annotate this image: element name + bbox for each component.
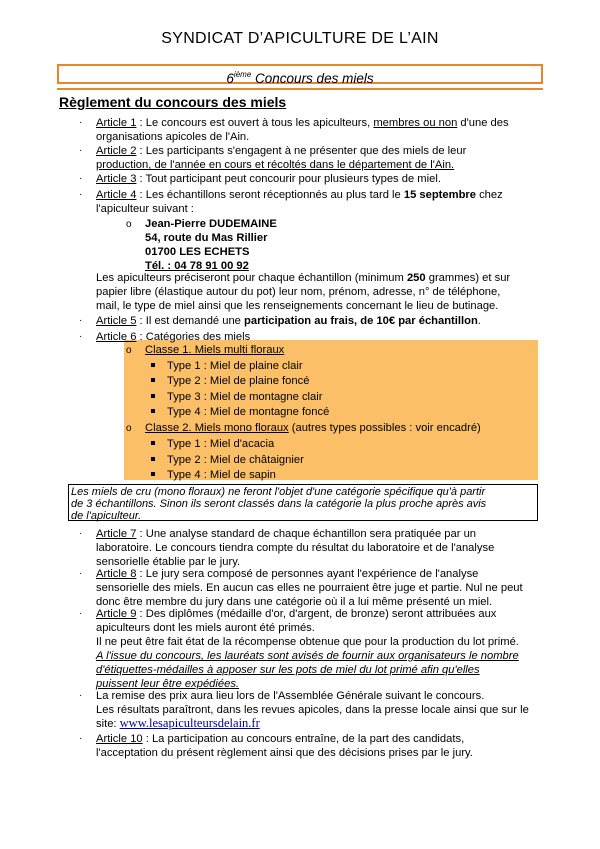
- note-line: de l'apiculteur.: [71, 510, 142, 522]
- article-underlined: membres ou non: [373, 117, 458, 129]
- article-ref: Article 4: [96, 189, 137, 201]
- type-item: [151, 437, 274, 451]
- article-5: [96, 314, 481, 328]
- article-4-line: l'apiculteur suivant :: [96, 203, 194, 215]
- type-item: [151, 374, 309, 388]
- banner-number: 6: [226, 71, 234, 86]
- samples-text: Les apiculteurs préciseront pour chaque échantillon (minimum: [96, 272, 407, 284]
- square-bullet-icon: [151, 457, 155, 461]
- prizes-line: La remise des prix aura lieu lors de l'Assemblée Générale suivant le concours.: [96, 690, 485, 702]
- article-1: [96, 116, 509, 130]
- article-ref: Article 1: [96, 117, 137, 129]
- article-2: [96, 144, 466, 158]
- samples-line-3: mail, le type de miel ainsi que les renseignements concernant le lieu de butinage.: [96, 300, 499, 312]
- bullet: ·: [79, 733, 83, 744]
- type-item: [151, 390, 322, 404]
- article-8-line: donc être membre du jury dans une catégorie où il a lui même présenté un miel.: [96, 596, 493, 608]
- article-3: [96, 172, 441, 186]
- deadline: 15 septembre: [403, 189, 476, 201]
- bullet: ·: [79, 145, 83, 156]
- class-1-label: Classe 1. Miels multi floraux: [145, 344, 285, 356]
- article-10-line: l'acceptation du présent règlement ainsi que des décisions prises par le jury.: [96, 747, 473, 759]
- article-ref: Article 7: [96, 528, 137, 540]
- contact-name: Jean-Pierre DUDEMAINE: [145, 218, 277, 230]
- article-ref: Article 2: [96, 145, 137, 157]
- article-1-line: organisations apicoles de l'Ain.: [96, 131, 250, 143]
- type-label: Type 2 : Miel de châtaignier: [167, 454, 304, 466]
- article-4: [96, 188, 503, 202]
- type-label: Type 3 : Miel de montagne clair: [167, 391, 323, 403]
- article-text: : Tout participant peut concourir pour plusieurs types de miel.: [136, 173, 441, 185]
- article-ref: Article 8: [96, 568, 137, 580]
- banner-superscript: ième: [233, 70, 252, 79]
- samples-line-2: papier libre (élastique autour du pot) leur nom, prénom, adresse, n° de téléphone,: [96, 286, 501, 298]
- prizes-line: [96, 716, 260, 731]
- bullet: ·: [79, 315, 83, 326]
- article-text: : Une analyse standard de chaque échantillon sera pratiquée par un: [136, 528, 477, 540]
- article-text: : Les échantillons seront réceptionnés au plus tard le: [136, 189, 404, 201]
- article-9-italic: puissent leur être expédiées.: [96, 678, 240, 690]
- article-9-italic: d'étiquettes-médailles à apposer sur les pots de miel du lot primé afin qu'elles: [96, 664, 480, 676]
- contact-street: 54, route du Mas Rillier: [145, 232, 268, 244]
- bullet: ·: [79, 690, 83, 701]
- article-9: [96, 607, 496, 621]
- class-2-label: [145, 421, 481, 435]
- article-9-line: Il ne peut être fait état de la récompense obtenue que pour la production du lot primé.: [96, 636, 519, 648]
- bullet: ·: [79, 189, 83, 200]
- article-text: chez: [475, 189, 503, 201]
- contact-city: 01700 LES ECHETS: [145, 246, 250, 258]
- site-label: site:: [96, 718, 120, 730]
- square-bullet-icon: [151, 441, 155, 445]
- square-bullet-icon: [151, 378, 155, 382]
- class-2-extra: (autres types possibles : voir encadré): [288, 422, 481, 434]
- document-title: SYNDICAT D’APICULTURE DE L’AIN: [161, 30, 439, 47]
- class-marker: o: [126, 345, 132, 356]
- article-ref: Article 3: [96, 173, 137, 185]
- class-2-title: Classe 2. Miels mono floraux: [145, 422, 289, 434]
- article-6: [96, 330, 250, 344]
- article-ref: Article 9: [96, 608, 137, 620]
- note-line: Les miels de cru (mono floraux) ne feront l'objet d'une catégorie spécifique qu'à partir: [71, 486, 486, 498]
- type-label: Type 4 : Miel de sapin: [167, 469, 276, 481]
- article-8: [96, 567, 478, 581]
- article-ref: Article 5: [96, 315, 137, 327]
- square-bullet-icon: [151, 472, 155, 476]
- rules-heading: Règlement du concours des miels: [59, 94, 287, 110]
- article-text: : Des diplômes (médaille d'or, d'argent, de bronze) seront attribuées aux: [136, 608, 497, 620]
- bullet: ·: [79, 173, 83, 184]
- samples-text: grammes) et sur: [425, 272, 511, 284]
- bullet: ·: [79, 117, 83, 128]
- type-item: [151, 468, 276, 482]
- article-text: d'une des: [457, 117, 509, 129]
- type-item: [151, 453, 304, 467]
- article-text: : Les participants s'engagent à ne présenter que des miels de leur: [136, 145, 467, 157]
- type-label: Type 4 : Miel de montagne foncé: [167, 406, 330, 418]
- bullet: ·: [79, 608, 83, 619]
- banner-text: Concours des miels: [255, 71, 374, 86]
- article-text: : Il est demandé une: [136, 315, 245, 327]
- samples-line-1: [96, 271, 510, 285]
- contest-banner: [57, 64, 543, 84]
- article-9-italic: A l'issue du concours, les lauréats sont avisés de fournir aux organisateurs le nombre: [96, 650, 519, 662]
- square-bullet-icon: [151, 394, 155, 398]
- prizes-line: Les résultats paraîtront, dans les revues apicoles, dans la presse locale ainsi que sur le: [96, 704, 529, 716]
- type-label: Type 1 : Miel de plaine clair: [167, 360, 303, 372]
- fee: participation au frais, de 10€ par échantillon: [244, 315, 478, 327]
- article-8-line: sensorielle des miels. En aucun cas elles ne pourraient être juge et partie. Nul ne peut: [96, 582, 523, 594]
- article-10: [96, 732, 464, 746]
- article-7-line: sensorielle établie par le jury.: [96, 556, 241, 568]
- class-marker: o: [126, 423, 132, 434]
- bullet: ·: [79, 528, 83, 539]
- square-bullet-icon: [151, 409, 155, 413]
- article-9-line: apiculteurs dont les miels auront été primés.: [96, 622, 315, 634]
- contact-phone: Tél. : 04 78 91 00 92: [145, 260, 249, 272]
- article-text: : La participation au concours entraîne, de la part des candidats,: [142, 733, 465, 745]
- article-text: .: [477, 315, 481, 327]
- type-item: [151, 359, 303, 373]
- article-ref: Article 10: [96, 733, 143, 745]
- article-text: : Catégories des miels: [136, 331, 251, 343]
- article-text: : Le jury sera composé de personnes ayant l'expérience de l'analyse: [136, 568, 479, 580]
- article-ref: Article 6: [96, 331, 137, 343]
- type-label: Type 1 : Miel d'acacia: [167, 438, 275, 450]
- article-2-line: production, de l'année en cours et récoltés dans le département de l'Ain.: [96, 159, 455, 171]
- website-link[interactable]: www.lesapiculteursdelain.fr: [119, 716, 260, 730]
- type-label: Type 2 : Miel de plaine foncé: [167, 375, 310, 387]
- article-7-line: laboratoire. Le concours tiendra compte du résultat du laboratoire et de l'analyse: [96, 542, 495, 554]
- minimum-weight: 250: [406, 272, 426, 284]
- article-7: [96, 527, 476, 541]
- contact-marker: o: [126, 219, 132, 230]
- note-line: de 3 échantillons. Sinon ils seront classés dans la catégorie la plus proche après avis: [71, 498, 487, 510]
- article-text: : Le concours est ouvert à tous les apiculteurs,: [136, 117, 374, 129]
- square-bullet-icon: [151, 363, 155, 367]
- bullet: ·: [79, 568, 83, 579]
- type-item: [151, 405, 329, 419]
- divider: [57, 88, 543, 90]
- bullet: ·: [79, 331, 83, 342]
